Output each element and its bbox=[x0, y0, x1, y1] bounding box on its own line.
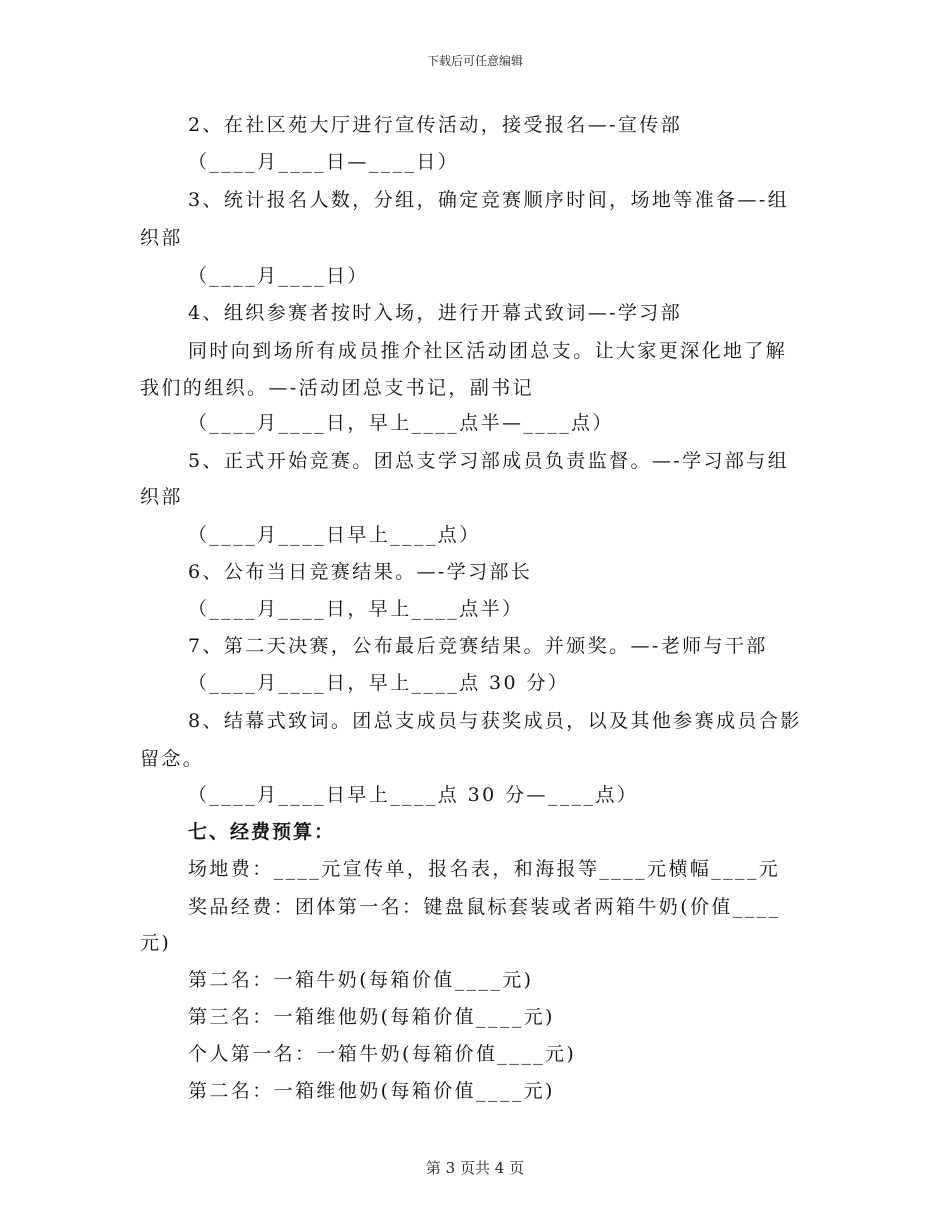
paragraph-line: 4、组织参赛者按时入场，进行开幕式致词—-学习部 bbox=[188, 302, 683, 324]
paragraph-line: 7、第二天决赛，公布最后竞赛结果。并颁奖。—-老师与干部 bbox=[188, 635, 768, 657]
page-header: 下载后可任意编辑 bbox=[426, 54, 523, 68]
paragraph-line: 同时向到场所有成员推介社区活动团总支。让大家更深化地了解 bbox=[188, 340, 788, 362]
paragraph-line: 场地费：____元宣传单，报名表，和海报等____元横幅____元 bbox=[188, 858, 781, 880]
paragraph-line: （____月____日早上____点） bbox=[188, 524, 481, 546]
paragraph-line: （____月____日早上____点 30 分—____点） bbox=[188, 784, 639, 806]
paragraph-line: 3、统计报名人数，分组，确定竞赛顺序时间，场地等准备—-组 bbox=[188, 189, 790, 211]
paragraph-line: 元) bbox=[140, 932, 172, 954]
paragraph-line: （____月____日—____日） bbox=[188, 151, 460, 173]
section-heading: 七、经费预算： bbox=[188, 821, 336, 843]
paragraph-line: （____月____日，早上____点 30 分） bbox=[188, 672, 570, 694]
paragraph-line: 奖品经费：团体第一名：键盘鼠标套装或者两箱牛奶(价值____ bbox=[188, 896, 781, 918]
paragraph-line: （____月____日，早上____点半） bbox=[188, 598, 524, 620]
paragraph-line: 织部 bbox=[140, 227, 183, 249]
paragraph-line: 织部 bbox=[140, 486, 183, 508]
paragraph-line: 6、公布当日竞赛结果。—-学习部长 bbox=[188, 561, 533, 583]
paragraph-line: 第三名：一箱维他奶(每箱价值____元) bbox=[188, 1006, 555, 1028]
paragraph-line: 8、结幕式致词。团总支成员与获奖成员，以及其他参赛成员合影 bbox=[188, 710, 802, 732]
paragraph-line: 2、在社区苑大厅进行宣传活动，接受报名—-宣传部 bbox=[188, 114, 683, 136]
page-footer: 第 3 页共 4 页 bbox=[425, 1159, 525, 1177]
paragraph-line: 5、正式开始竞赛。团总支学习部成员负责监督。—-学习部与组 bbox=[188, 450, 790, 472]
paragraph-line: 我们的组织。—-活动团总支书记，副书记 bbox=[140, 377, 535, 399]
paragraph-line: （____月____日，早上____点半—____点） bbox=[188, 412, 614, 434]
paragraph-line: （____月____日） bbox=[188, 265, 369, 287]
paragraph-line: 第二名：一箱牛奶(每箱价值____元) bbox=[188, 969, 534, 991]
paragraph-line: 个人第一名：一箱牛奶(每箱价值____元) bbox=[188, 1043, 577, 1065]
paragraph-line: 留念。 bbox=[140, 748, 205, 770]
paragraph-line: 第二名：一箱维他奶(每箱价值____元) bbox=[188, 1080, 555, 1102]
